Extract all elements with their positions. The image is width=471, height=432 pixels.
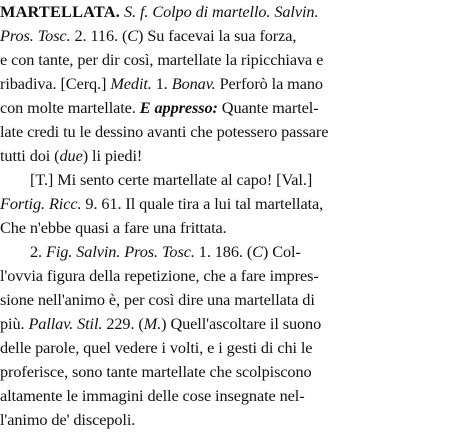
text-run: Medit. xyxy=(110,74,152,93)
entry-line-3 xyxy=(0,48,471,72)
entry-line-14 xyxy=(0,312,471,336)
entry-line-13 xyxy=(0,288,471,312)
text-run: Bonav. xyxy=(171,74,216,93)
text-run: ) Col- xyxy=(262,242,301,261)
text-run: C xyxy=(127,26,139,45)
entry-line-1 xyxy=(0,0,471,24)
entry-line-18 xyxy=(0,408,471,432)
text-run: Che n'ebbe quasi a fare una frittata. xyxy=(0,218,227,237)
text-run: [T.] Mi sento certe martellate al capo! [Val.] xyxy=(30,170,313,189)
text-run: con molte martellate. xyxy=(0,98,140,117)
headword: MARTELLATA. xyxy=(0,2,120,21)
text-run: Pallav. Stil. xyxy=(28,314,103,333)
text-run: delle parole, quel vedere i volti, e i gesti di chi le xyxy=(0,338,313,357)
text-run: più. xyxy=(0,314,29,333)
entry-line-2 xyxy=(0,24,471,48)
text-run: tutti doi ( xyxy=(0,146,60,165)
grammar-label: S. f. xyxy=(123,2,149,21)
text-run: Pros. Tosc. xyxy=(0,26,71,45)
entry-line-4 xyxy=(0,72,471,96)
text-run: E appresso: xyxy=(139,98,218,117)
text-run: l'ovvia figura della repetizione, che a fare impres- xyxy=(0,266,319,285)
entry-line-16 xyxy=(0,360,471,384)
text-run: C xyxy=(252,242,263,261)
entry-line-15 xyxy=(0,336,471,360)
entry-line-17 xyxy=(0,384,471,408)
text-run: proferisce, sono tante martellate che scolpiscono xyxy=(0,362,312,381)
text-run: 229. ( xyxy=(102,314,144,333)
entry-line-10 xyxy=(0,216,471,240)
text-run: due xyxy=(59,146,83,165)
text-run: Quante martel- xyxy=(217,98,319,117)
text-run: 2. 116. ( xyxy=(70,26,128,45)
entry-line-6 xyxy=(0,120,471,144)
entry-line-8 xyxy=(30,168,471,192)
entry-line-9 xyxy=(0,192,471,216)
text-run: ) li piedi! xyxy=(82,146,143,165)
text-run: sione nell'animo è, per così dire una martellata di xyxy=(0,290,315,309)
text-run: 1. xyxy=(151,74,172,93)
text-run: Fig. Salvin. Pros. Tosc. xyxy=(45,242,195,261)
text-run: late credi tu le dessino avanti che potessero passare xyxy=(0,122,329,141)
entry-line-12 xyxy=(0,264,471,288)
text-run: ribadiva. [Cerq.] xyxy=(0,74,111,93)
text-run: Perforò la mano xyxy=(215,74,323,93)
entry-line-5 xyxy=(0,96,471,120)
entry-line-11 xyxy=(30,240,471,264)
text-run: Fortig. Ricc. xyxy=(0,194,82,213)
text-run: M. xyxy=(143,314,162,333)
text-run: e con tante, per dir così, martellate la ripicchiava e xyxy=(0,50,324,69)
text-run: ) Su facevai la sua forza, xyxy=(138,26,297,45)
text-run: ) Quell'ascoltare il suono xyxy=(161,314,322,333)
text-run: 9. 61. Il quale tira a lui tal martellata, xyxy=(81,194,324,213)
entry-line-7 xyxy=(0,144,471,168)
text-run: altamente le immagini delle cose insegnate nel- xyxy=(0,386,305,405)
text-run: 2. xyxy=(30,242,46,261)
text-run: l'animo de' discepoli. xyxy=(0,410,136,429)
text-run: Colpo di martello. Salvin. xyxy=(148,2,319,21)
text-run: 1. 186. ( xyxy=(194,242,253,261)
